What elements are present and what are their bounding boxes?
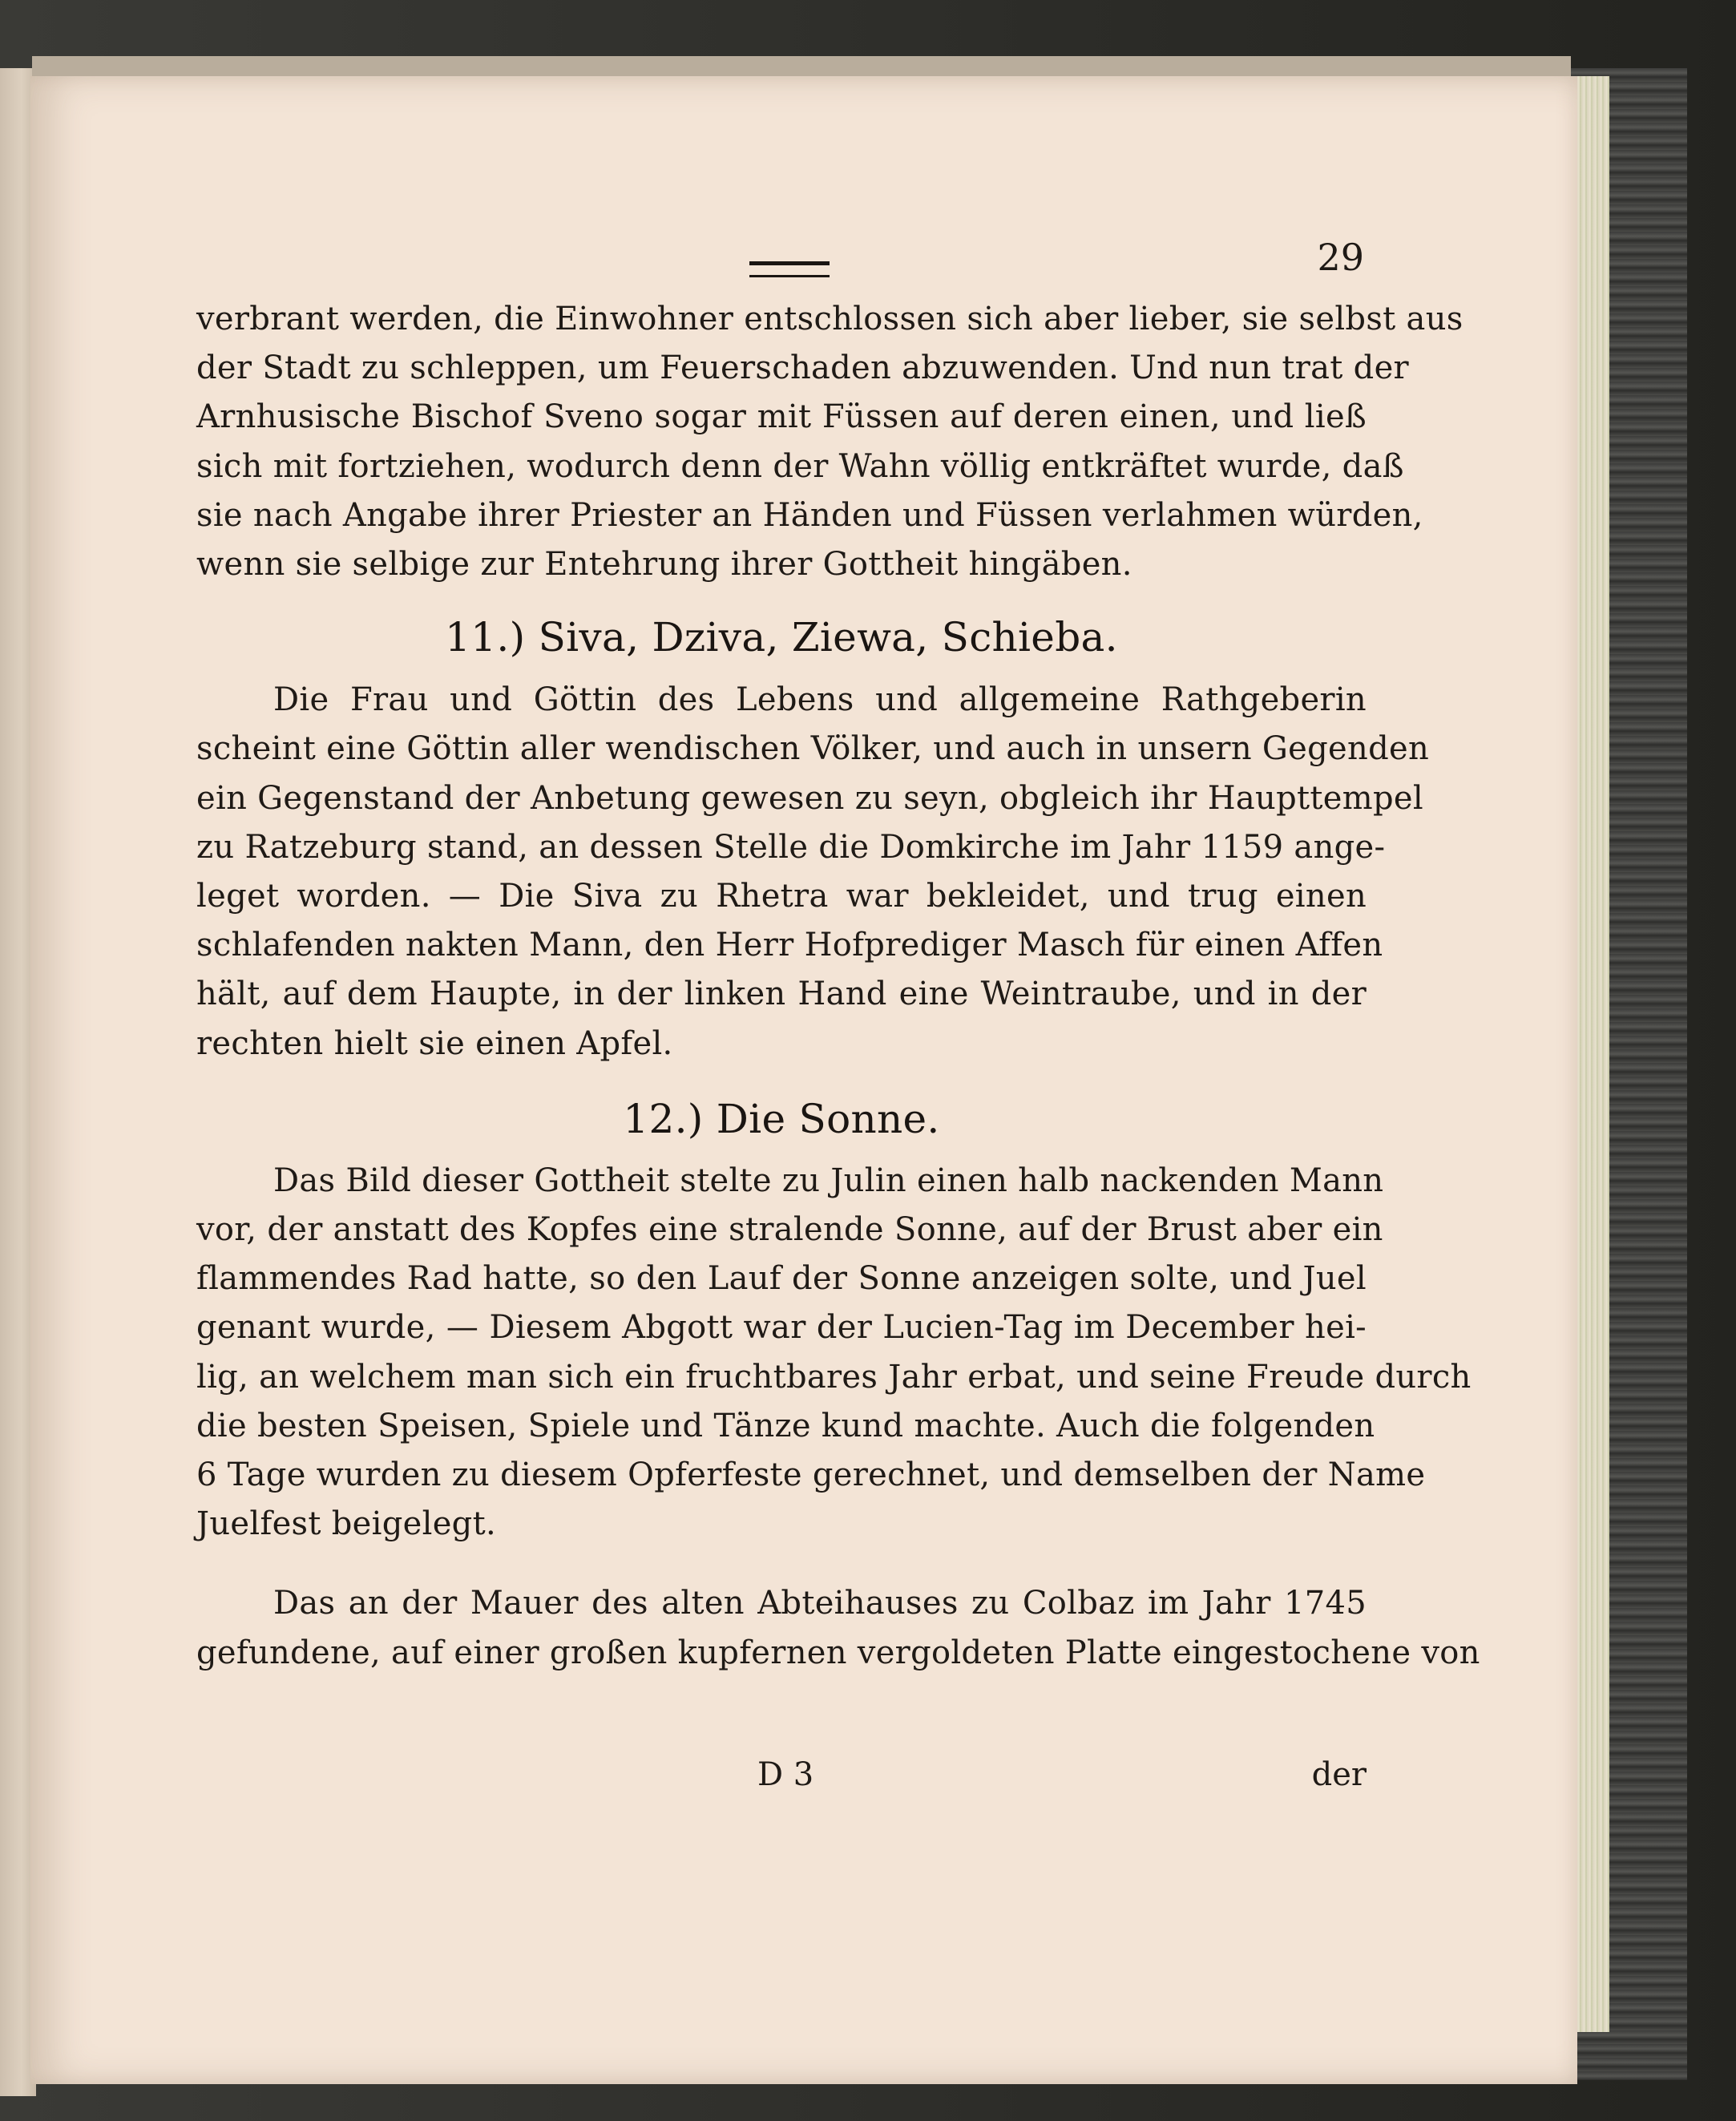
paragraph-4: [196, 1579, 1480, 1677]
text-line: hält, auf dem Haupte, in der linken Hand eine Weintraube, und in der: [196, 976, 1367, 1013]
page-number: 29: [1317, 236, 1364, 279]
text-line: lig, an welchem man sich ein fruchtbares Jahr erbat, und seine Freude durch: [196, 1358, 1472, 1396]
text-line: Das an der Mauer des alten Abteihauses zu Colbaz im Jahr 1745: [273, 1585, 1367, 1622]
text-line: genant wurde, — Diesem Abgott war der Lucien-Tag im December hei-: [196, 1309, 1367, 1347]
text-line: zu Ratzeburg stand, an dessen Stelle die Domkirche im Jahr 1159 ange-: [196, 828, 1386, 866]
text-line: Das Bild dieser Gottheit stelte zu Julin einen halb nackenden Mann: [273, 1162, 1384, 1199]
text-line: 6 Tage wurden zu diesem Opferfeste gerechnet, und demselben der Name: [196, 1456, 1426, 1494]
text-line: sie nach Angabe ihrer Priester an Händen und Füssen verlahmen würden,: [196, 496, 1423, 534]
text-line: gefundene, auf einer großen kupfernen vergoldeten Platte eingestochene von: [196, 1634, 1480, 1671]
text-line: Die Frau und Göttin des Lebens und allgemeine Rathgeberin: [273, 681, 1367, 719]
text-line: Juelfest beigelegt.: [196, 1505, 496, 1543]
text-line: wenn sie selbige zur Entehrung ihrer Gottheit hingäben.: [196, 546, 1132, 584]
text-line: scheint eine Göttin aller wendischen Völker, und auch in unsern Gegenden: [196, 730, 1430, 768]
section-heading-11: 11.) Siva, Dziva, Ziewa, Schieba.: [445, 614, 1118, 661]
header-rule: [749, 261, 830, 277]
section-heading-12: 12.) Die Sonne.: [623, 1095, 940, 1142]
text-block: [196, 295, 1480, 1678]
text-line: flammendes Rad hatte, so den Lauf der Sonne anzeigen solte, und Juel: [196, 1260, 1367, 1298]
text-line: verbrant werden, die Einwohner entschlossen sich aber lieber, sie selbst aus: [196, 301, 1463, 337]
catchword: der: [1311, 1756, 1367, 1793]
text-line: der Stadt zu schleppen, um Feuerschaden abzuwenden. Und nun trat der: [196, 349, 1409, 387]
signature-mark: D 3: [757, 1756, 814, 1793]
text-line: die besten Speisen, Spiele und Tänze kund machte. Auch die folgenden: [196, 1407, 1375, 1444]
paragraph-1: [196, 295, 1463, 589]
text-line: sich mit fortziehen, wodurch denn der Wahn völlig entkräftet wurde, daß: [196, 447, 1404, 485]
paragraph-3: [196, 1157, 1472, 1549]
text-line: leget worden. — Die Siva zu Rhetra war bekleidet, und trug einen: [196, 878, 1367, 915]
text-line: schlafenden nakten Mann, den Herr Hofprediger Masch für einen Affen: [196, 927, 1383, 964]
text-line: vor, der anstatt des Kopfes eine stralende Sonne, auf der Brust aber ein: [196, 1211, 1383, 1249]
text-line: rechten hielt sie einen Apfel.: [196, 1024, 673, 1062]
text-line: Arnhusische Bischof Sveno sogar mit Füssen auf deren einen, und ließ: [196, 398, 1367, 436]
text-line: ein Gegenstand der Anbetung gewesen zu seyn, obgleich ihr Haupttempel: [196, 779, 1423, 817]
page-footer: [196, 1756, 1367, 1796]
paragraph-2: [196, 676, 1430, 1069]
